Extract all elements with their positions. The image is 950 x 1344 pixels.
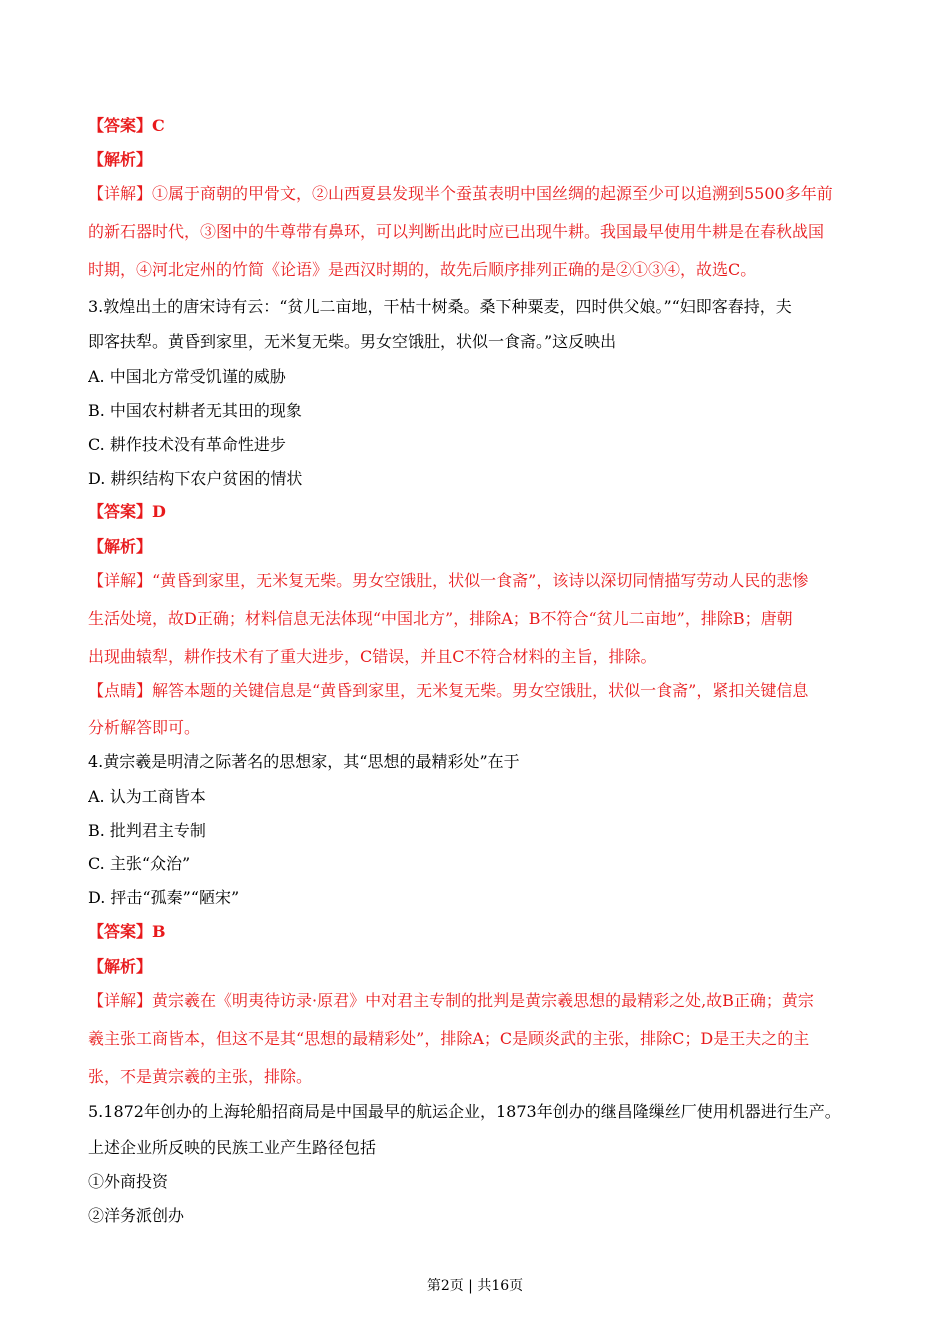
q2-answer: 【答案】C (88, 116, 165, 135)
q5-stem-line-1: 5.1872年创办的上海轮船招商局是中国最早的航运企业，1873年创办的继昌隆缫丝厂使用机器进行生产。 (88, 1102, 841, 1121)
q3-answer: 【答案】D (88, 502, 166, 521)
q4-detail-line-2: 羲主张工商皆本，但这不是其“思想的最精彩处”，排除A；C是顾炎武的主张，排除C；D是王夫之的主 (88, 1029, 810, 1048)
q4-answer: 【答案】B (88, 922, 166, 941)
q3-analysis-heading: 【解析】 (88, 537, 153, 556)
q3-detail-line-1: 【详解】“黄昏到家里，无米复无柴。男女空饿肚，状似一食斋”，该诗以深切同情描写劳动人民的悲惨 (88, 571, 809, 590)
q5-item-2: ②洋务派创办 (88, 1206, 185, 1225)
q4-stem: 4.黄宗羲是明清之际著名的思想家，其“思想的最精彩处”在于 (88, 752, 520, 771)
q3-option-d: D. 耕织结构下农户贫困的情状 (88, 469, 303, 488)
page-number: 第2页 | 共16页 (426, 1278, 524, 1294)
q2-detail-line-1: 【详解】①属于商朝的甲骨文，②山西夏县发现半个蚕茧表明中国丝绸的起源至少可以追溯到5500多年前 (88, 184, 833, 203)
q2-detail-line-3: 时期，④河北定州的竹简《论语》是西汉时期的，故先后顺序排列正确的是②①③④，故选C。 (88, 260, 757, 279)
q4-option-c: C. 主张“众治” (88, 854, 191, 873)
q4-detail-line-3: 张，不是黄宗羲的主张，排除。 (88, 1067, 313, 1086)
q4-option-b: B. 批判君主专制 (88, 821, 206, 840)
q4-option-d: D. 抨击“孤秦”“陋宋” (88, 888, 240, 907)
q3-tip-line-1: 【点睛】解答本题的关键信息是“黄昏到家里，无米复无柴。男女空饿肚，状似一食斋”，紧扣关键信息 (88, 681, 809, 700)
q3-stem-line-2: 即客扶犁。黄昏到家里，无米复无柴。男女空饿肚，状似一食斋。”这反映出 (88, 332, 617, 351)
q5-stem-line-2: 上述企业所反映的民族工业产生路径包括 (88, 1138, 377, 1157)
q3-option-b: B. 中国农村耕者无其田的现象 (88, 401, 302, 420)
q3-option-c: C. 耕作技术没有革命性进步 (88, 435, 286, 454)
q3-option-a: A. 中国北方常受饥谨的威胁 (88, 367, 286, 386)
q2-analysis-heading: 【解析】 (88, 150, 153, 169)
q4-option-a: A. 认为工商皆本 (88, 787, 206, 806)
q5-item-1: ①外商投资 (88, 1172, 169, 1191)
q2-detail-line-2: 的新石器时代，③图中的牛尊带有鼻环，可以判断出此时应已出现牛耕。我国最早使用牛耕是在春秋战国 (88, 222, 825, 241)
q3-detail-line-3: 出现曲辕犁，耕作技术有了重大进步，C错误，并且C不符合材料的主旨，排除。 (88, 647, 657, 666)
q3-stem-line-1: 3.敦煌出土的唐宋诗有云：“贫儿二亩地，干枯十树桑。桑下种粟麦，四时供父娘。”“妇即客舂持，夫 (88, 297, 792, 316)
q3-detail-line-2: 生活处境，故D正确；材料信息无法体现“中国北方”，排除A；B不符合“贫儿二亩地”，排除B；唐朝 (88, 609, 793, 628)
q4-detail-line-1: 【详解】黄宗羲在《明夷待访录·原君》中对君主专制的批判是黄宗羲思想的最精彩之处,故B正确；黄宗 (88, 991, 814, 1010)
q3-tip-line-2: 分析解答即可。 (88, 718, 201, 737)
q4-analysis-heading: 【解析】 (88, 957, 153, 976)
